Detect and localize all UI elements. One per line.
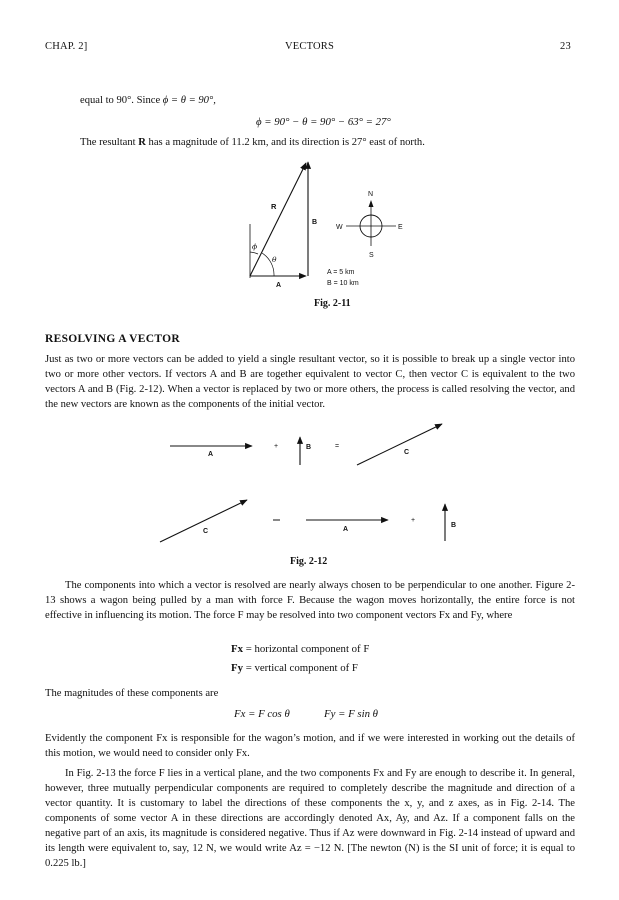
row2-vector-c — [160, 500, 247, 542]
p1-line-2: vector into two or more other vectors. If vectors A and B are together equivalent to vector C, then vector C is — [45, 354, 576, 380]
p1-line-1: Just as two or more vectors can be added to yield a single resultant vector, so it is possible to break up a single — [45, 354, 526, 365]
running-header-chapter: CHAP. 2] — [45, 41, 88, 52]
compass-w: W — [336, 224, 343, 231]
label-theta: θ — [272, 255, 277, 264]
section-heading: RESOLVING A VECTOR — [45, 333, 180, 345]
fig-2-11-caption: Fig. 2-11 — [314, 298, 351, 309]
def-fx: Fx = horizontal component of F — [231, 643, 370, 655]
legend-b: B = 10 km — [327, 280, 359, 287]
row2-label-b: B — [451, 522, 457, 529]
label-b: B — [312, 219, 318, 226]
mag-eq-x: Fx = F cos θ — [234, 708, 290, 720]
compass-n: N — [368, 191, 374, 198]
label-phi: ϕ — [252, 242, 258, 251]
row1-vector-c — [357, 424, 442, 465]
phi-equation: ϕ = 90° − θ = 90° − 63° = 27° — [256, 116, 391, 128]
paragraph-evidently: Evidently the component Fx is responsible for the wagon’s motion, and if we were interested in working out the details of this motion, we would need to consider only Fx. — [45, 733, 575, 759]
row2-label-a: A — [343, 526, 349, 533]
magnitudes-intro: The magnitudes of these components are — [45, 688, 219, 699]
p1-line-4: is called resolving the vector, and the new vectors are known as the components of the initial vector. — [45, 384, 575, 410]
result-sentence: The resultant R has a magnitude of 11.2 km, and its direction is 27° east of north. — [80, 137, 425, 148]
row1-label-b: B — [306, 444, 312, 451]
row1-label-c: C — [404, 449, 410, 456]
paragraph-three-components: In Fig. 2-13 the force F lies in a vertical plane, and the two components Fx and Fy are enough to describe it. In general, however, three mutually perpendicular components are required to completely describe the magnitude and direction of a vector quantity. It is customary to label the directions of these components the x, y, and z axes, as in Fig. 2-14. The components of some vector A in these directions are accordingly denoted Ax, Ay, and Az. If a component falls on the negative part of an axis, its magnitude is considered negative. Thus if Az were downward in Fig. 2-14 instead of upward and its length were equivalent to, say, 12 N, we would write Az = −12 N. [The newton (N) is the SI unit of force; it is equal to 0.225 lb.] — [45, 768, 575, 869]
row1-plus: + — [274, 443, 279, 450]
label-r: R — [271, 202, 277, 211]
mag-eq-y: Fy = F sin θ — [324, 708, 378, 720]
paragraph-components: The components into which a vector is resolved are nearly always chosen to be perpendicular to one another. Figure 2-13 shows a wagon being pulled by a man with force F. Because the wagon moves horizontally, the entire force is not effective in influencing its motion. The force F may be resolved into two component vectors Fx and Fy, where — [45, 580, 575, 621]
row2-label-c: C — [203, 528, 209, 535]
row1-equals: = — [335, 443, 340, 450]
fig-2-12-caption: Fig. 2-12 — [290, 556, 328, 567]
intro-line: equal to 90°. Since ϕ = θ = 90°, — [80, 95, 216, 106]
compass-e: E — [398, 224, 403, 231]
label-a: A — [276, 282, 282, 289]
compass-s: S — [369, 252, 374, 259]
page-number: 23 — [560, 41, 571, 52]
row2-plus: + — [411, 517, 416, 524]
legend-a: A = 5 km — [327, 269, 355, 276]
running-header-title: VECTORS — [285, 41, 335, 52]
p1-line-3: equivalent to the two vectors A and B (Fig. 2-12). When a vector is replaced by two or more others, the process — [45, 369, 575, 395]
row1-label-a: A — [208, 451, 214, 458]
def-fy: Fy = vertical component of F — [231, 662, 358, 674]
